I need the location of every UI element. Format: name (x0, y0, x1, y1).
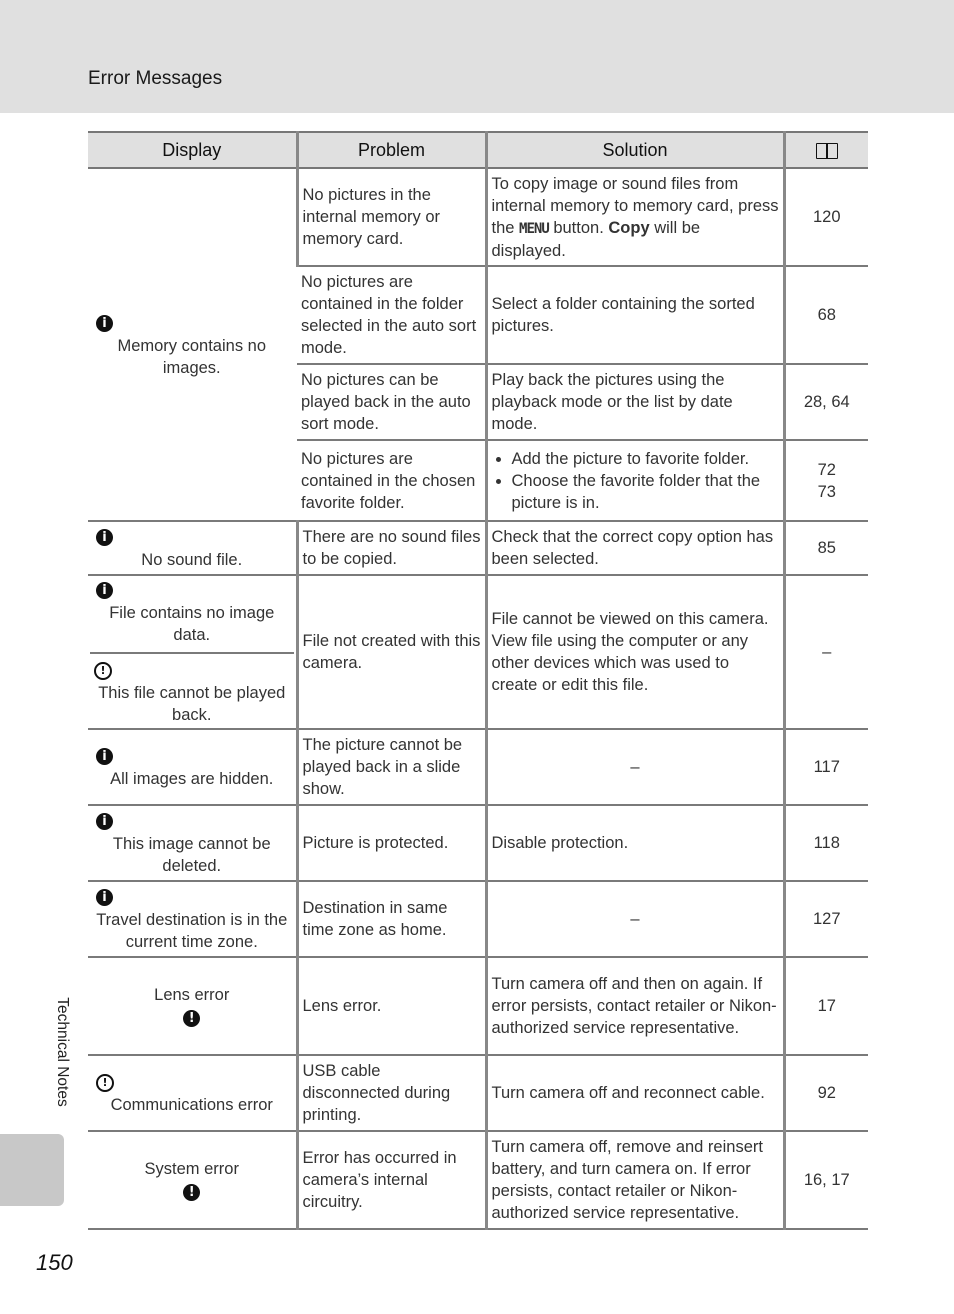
problem-cell: No pictures in the internal memory or memory card. (297, 168, 486, 266)
solution-text: To copy image or sound files from internal memory to memory card, press the (491, 174, 779, 237)
list-item: • Choose the favorite folder that the picture is in. (512, 470, 779, 514)
page-ref: 118 (784, 805, 868, 881)
problem-cell: Picture is protected. (297, 805, 486, 881)
column-header-page (784, 132, 868, 168)
warning-icon: ! (94, 662, 112, 680)
error-icon: ! (183, 1010, 200, 1027)
display-message: This file cannot be played back. (98, 684, 286, 724)
table-row (88, 1055, 868, 1131)
problem-cell: Error has occurred in camera’s internal circuitry. (297, 1131, 486, 1229)
page-ref: 68 (784, 266, 868, 364)
problem-cell: Lens error. (297, 957, 486, 1055)
error-messages-table (88, 131, 868, 1230)
problem-cell: USB cable disconnected during printing. (297, 1055, 486, 1131)
side-section-label-text: Technical Notes (54, 997, 71, 1107)
table-row (88, 805, 868, 881)
page-ref: 28, 64 (784, 364, 868, 440)
solution-cell (486, 168, 784, 266)
info-icon: i (96, 315, 113, 332)
display-cell (88, 575, 297, 729)
table-row (88, 729, 868, 805)
solution-cell: – (486, 729, 784, 805)
page-ref: 16, 17 (784, 1131, 868, 1229)
table-row (88, 957, 868, 1055)
problem-cell: There are no sound files to be copied. (297, 521, 486, 575)
solution-cell: – (486, 881, 784, 957)
solution-cell: Turn camera off and reconnect cable. (486, 1055, 784, 1131)
copy-option-label: Copy (608, 218, 650, 237)
page-number: 150 (36, 1250, 73, 1275)
solution-cell: Disable protection. (486, 805, 784, 881)
error-icon: ! (183, 1184, 200, 1201)
problem-cell: Destination in same time zone as home. (297, 881, 486, 957)
solution-cell: File cannot be viewed on this camera. View file using the computer or any other devices which was used to create or edit this file. (486, 575, 784, 729)
info-icon: i (96, 748, 113, 765)
problem-cell: No pictures are contained in the chosen favorite folder. (297, 440, 486, 521)
page-ref: 92 (784, 1055, 868, 1131)
display-message: Communications error (110, 1096, 273, 1114)
display-message: File contains no image data. (109, 604, 275, 644)
warning-icon: ! (96, 1074, 114, 1092)
table-row (88, 168, 868, 266)
solution-cell: Turn camera off and then on again. If error persists, contact retailer or Nikon-authorized service representative. (486, 957, 784, 1055)
solution-text: button. (548, 218, 609, 237)
page-ref: 85 (784, 521, 868, 575)
display-message: Memory contains no images. (117, 336, 267, 377)
display-message: System error (144, 1160, 239, 1178)
solution-cell: Check that the correct copy option has been selected. (486, 521, 784, 575)
info-icon: i (96, 889, 113, 906)
table-row (88, 1131, 868, 1229)
page-ref: – (784, 575, 868, 729)
menu-button-label: MENU (519, 220, 549, 237)
problem-cell: No pictures can be played back in the auto sort mode. (297, 364, 486, 440)
solution-text: will be displayed. (491, 218, 701, 260)
display-cell (88, 521, 297, 575)
solution-cell: Turn camera off, remove and reinsert battery, and turn camera on. If error persists, contact retailer or Nikon-authorized service representative. (486, 1131, 784, 1229)
problem-cell: File not created with this camera. (297, 575, 486, 729)
display-cell (88, 1131, 297, 1229)
column-header-display: Display (88, 132, 297, 168)
display-cell (88, 881, 297, 957)
page-ref: 127 (784, 881, 868, 957)
display-cell (88, 957, 297, 1055)
page-ref: 17 (784, 957, 868, 1055)
book-icon (815, 142, 839, 160)
side-tab-marker (0, 1134, 64, 1206)
side-section-label (52, 988, 72, 1118)
display-message: Lens error (154, 986, 230, 1004)
display-cell (88, 729, 297, 805)
solution-cell: Select a folder containing the sorted pictures. (486, 266, 784, 364)
info-icon: i (96, 813, 113, 830)
table-row (88, 881, 868, 957)
problem-cell: No pictures are contained in the folder selected in the auto sort mode. (297, 266, 486, 364)
page-ref-item: 73 (817, 482, 836, 501)
page-ref (784, 440, 868, 521)
page-ref: 117 (784, 729, 868, 805)
display-message: No sound file. (141, 551, 243, 569)
display-message: All images are hidden. (110, 770, 274, 788)
column-header-problem: Problem (297, 132, 486, 168)
table-header-row (88, 132, 868, 168)
solution-cell (486, 440, 784, 521)
solution-cell: Play back the pictures using the playback mode or the list by date mode. (486, 364, 784, 440)
page-ref-item: 72 (817, 460, 836, 479)
table-row (88, 575, 868, 729)
section-title: Error Messages (88, 68, 223, 89)
header-band (0, 0, 954, 113)
column-header-solution: Solution (486, 132, 784, 168)
info-icon: i (96, 529, 113, 546)
display-message: This image cannot be deleted. (112, 835, 271, 875)
solution-bullets (492, 448, 779, 514)
display-cell (88, 1055, 297, 1131)
table-row (88, 521, 868, 575)
list-item: • Add the picture to favorite folder. (512, 448, 779, 470)
display-message: Travel destination is in the current time zone. (96, 911, 288, 951)
info-icon: i (96, 582, 113, 599)
page-ref: 120 (784, 168, 868, 266)
display-cell (88, 805, 297, 881)
display-cell (88, 168, 297, 521)
problem-cell: The picture cannot be played back in a slide show. (297, 729, 486, 805)
